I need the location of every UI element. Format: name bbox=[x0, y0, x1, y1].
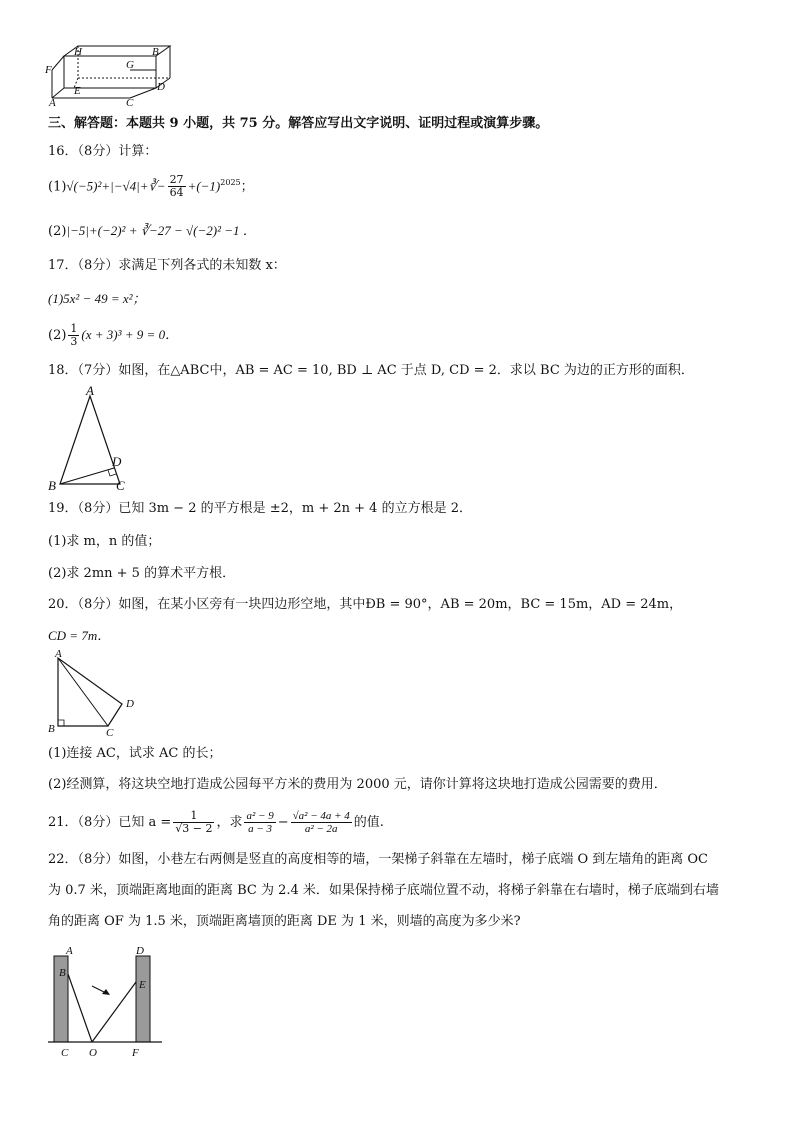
q21-text: 21．（8分）已知 a = $\frac{1}{√3 - 2}$ ，求 $\frac{\text{a² − 9}}{a - 3}$ − $\frac{\text{√a² − 4a + 4}}{\text{a² − 2a}}$ 的值. bbox=[48, 809, 384, 835]
quad-label-b: B bbox=[48, 723, 55, 735]
box-label-e: E bbox=[74, 85, 81, 97]
q22-text3: 角的距离 OF 为 1.5 米，顶端距离墙顶的距离 DE 为 1 米，则墙的高度为多少米? bbox=[48, 914, 521, 929]
q17-stem: 17．（8分）求满足下列各式的未知数 x： bbox=[48, 258, 286, 273]
alley-ladder-figure bbox=[44, 942, 168, 1060]
alley-label-o: O bbox=[89, 1047, 97, 1059]
q16-part2: (2)|−5|+(−2)² + ∛−27 − √(−2)² −1 ． bbox=[48, 223, 256, 239]
tri-label-b: B bbox=[48, 478, 56, 492]
alley-label-e: E bbox=[139, 979, 146, 991]
quad-label-c: C bbox=[106, 727, 114, 738]
quad-label-a: A bbox=[55, 648, 62, 660]
q16-part1: (1)√(−5)²+|−√4|+∛− $\frac{27}{64}$ $+(-1)^{2025}$； bbox=[48, 173, 254, 200]
box-label-d: D bbox=[157, 81, 165, 93]
q19-part1: (1)求 m，n 的值； bbox=[48, 534, 161, 549]
q20-part2: (2)经测算，将这块空地打造成公园每平方米的费用为 2000 元，请你计算将这块地打造成公园需要的费用． bbox=[48, 777, 667, 792]
tri-label-d: D bbox=[112, 454, 122, 469]
alley-label-b: B bbox=[59, 967, 66, 979]
q20-text2: CD = 7m． bbox=[48, 628, 111, 643]
tri-label-c: C bbox=[116, 478, 125, 492]
box-label-c: C bbox=[126, 97, 134, 108]
tri-label-a: A bbox=[86, 386, 94, 398]
q19-part2: (2)求 2mn + 5 的算术平方根． bbox=[48, 566, 236, 581]
quadrilateral-figure bbox=[46, 648, 146, 738]
quad-label-d: D bbox=[126, 698, 134, 710]
box-label-h: H bbox=[74, 46, 82, 58]
alley-label-c: C bbox=[61, 1047, 69, 1059]
q22-text2: 为 0.7 米，顶端距离地面的距离 BC 为 2.4 米．如果保持梯子底端位置不动，将梯子斜靠在右墙时，梯子底端到右墙 bbox=[48, 883, 719, 898]
box-label-b: B bbox=[152, 46, 159, 58]
box-label-a: A bbox=[49, 97, 56, 108]
alley-label-f: F bbox=[132, 1047, 139, 1059]
q19-text: 19．（8分）已知 3m − 2 的平方根是 ±2，m + 2n + 4 的立方根是 2． bbox=[48, 501, 472, 516]
q16-fraction: $\frac{27}{64}$ bbox=[169, 173, 184, 200]
triangle-abc-figure bbox=[44, 386, 134, 492]
section3-header: 三、解答题：本题共 9 小题，共 75 分。解答应写出文字说明、证明过程或演算步骤。 bbox=[48, 116, 549, 131]
q20-part1: (1)连接 AC，试求 AC 的长； bbox=[48, 746, 222, 761]
alley-label-a: A bbox=[66, 945, 73, 957]
box-label-f: F bbox=[45, 64, 52, 76]
q20-text1: 20．（8分）如图，在某小区旁有一块四边形空地，其中ÐB = 90°，AB = 20m，BC = 15m，AD = 24m， bbox=[48, 597, 683, 612]
box-figure bbox=[44, 44, 174, 108]
q18-text: 18．（7分）如图，在△ABC中，AB = AC = 10, BD ⊥ AC 于点 D, CD = 2．求以 BC 为边的正方形的面积． bbox=[48, 363, 694, 378]
box-label-g: G bbox=[126, 59, 134, 71]
q22-text1: 22．（8分）如图，小巷左右两侧是竖直的高度相等的墙，一架梯子斜靠在左墙时，梯子底端 O 到左墙角的距离 OC bbox=[48, 852, 708, 867]
q17-part2: (2) $\frac{1}{3}$ (x + 3)³ + 9 = 0． bbox=[48, 322, 179, 348]
q17-part1: (1)5x² − 49 = x²； bbox=[48, 291, 146, 306]
alley-label-d: D bbox=[136, 945, 144, 957]
q16-stem: 16．（8分）计算： bbox=[48, 144, 158, 159]
